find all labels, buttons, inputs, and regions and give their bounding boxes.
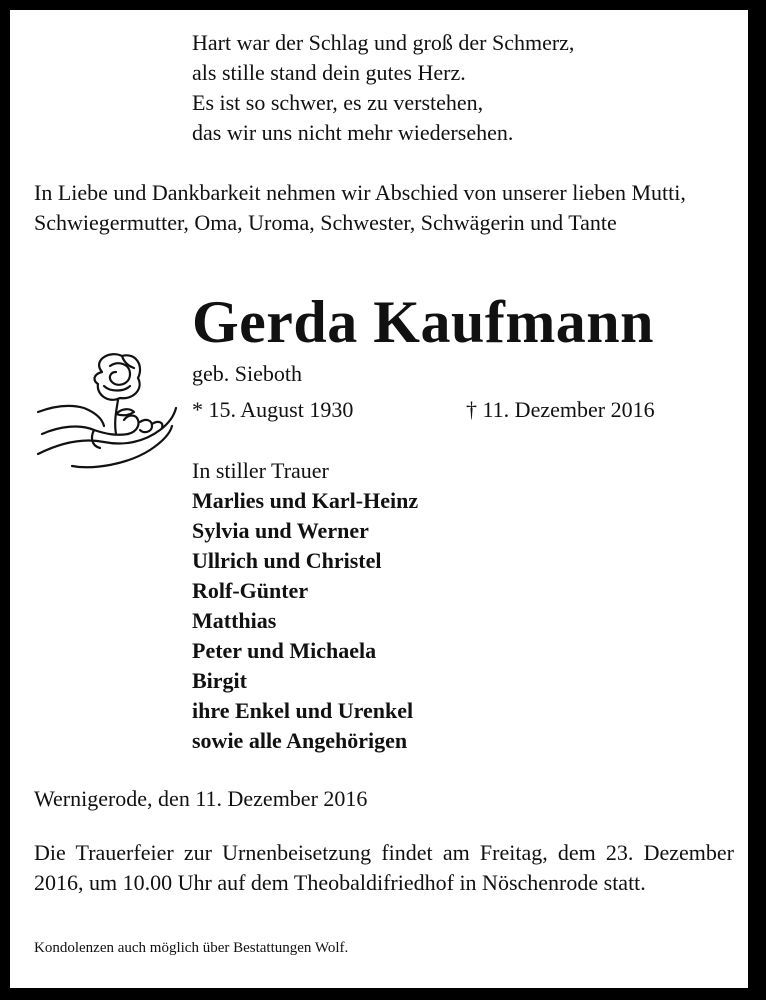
intro-text: In Liebe und Dankbarkeit nehmen wir Abschied von unserer lieben Mutti, Schwiegermutter, Oma, Uroma, Schwester, Schwägerin und Tante: [34, 180, 686, 235]
condolence-note: Kondolenzen auch möglich über Bestattungen Wolf.: [34, 940, 349, 956]
poem-line: das wir uns nicht mehr wiedersehen.: [192, 120, 514, 145]
place-date: Wernigerode, den 11. Dezember 2016: [34, 786, 368, 811]
mourners-heading: In stiller Trauer: [192, 458, 329, 483]
funeral-info: Die Trauerfeier zur Urnenbeisetzung findet am Freitag, dem 23. Dezember 2016, um 10.00 Uhr auf dem Theobaldifriedhof in Nöschenrode statt.: [34, 840, 734, 895]
maiden-name: geb. Sieboth: [192, 361, 302, 386]
poem-line: Es ist so schwer, es zu verstehen,: [192, 90, 484, 115]
mourner-name: Sylvia und Werner: [192, 518, 369, 543]
death-date: † 11. Dezember 2016: [466, 397, 655, 422]
mourner-name: Matthias: [192, 608, 277, 633]
deceased-name: Gerda Kaufmann: [192, 289, 655, 355]
birth-date: * 15. August 1930: [192, 397, 354, 422]
mourner-name: Birgit: [192, 668, 247, 693]
poem-line: als stille stand dein gutes Herz.: [192, 60, 466, 85]
mourner-name: sowie alle Angehörigen: [192, 728, 408, 753]
poem-line: Hart war der Schlag und groß der Schmerz,: [192, 30, 575, 55]
mourners-list: [192, 456, 418, 756]
obituary-notice: [10, 10, 748, 988]
mourner-name: Ullrich und Christel: [192, 548, 382, 573]
mourner-name: Marlies und Karl-Heinz: [192, 488, 419, 513]
rose-in-hands-icon: [32, 342, 182, 472]
mourner-name: ihre Enkel und Urenkel: [192, 698, 414, 723]
mourner-name: Rolf-Günter: [192, 578, 309, 603]
mourner-name: Peter und Michaela: [192, 638, 377, 663]
poem: [192, 28, 574, 148]
